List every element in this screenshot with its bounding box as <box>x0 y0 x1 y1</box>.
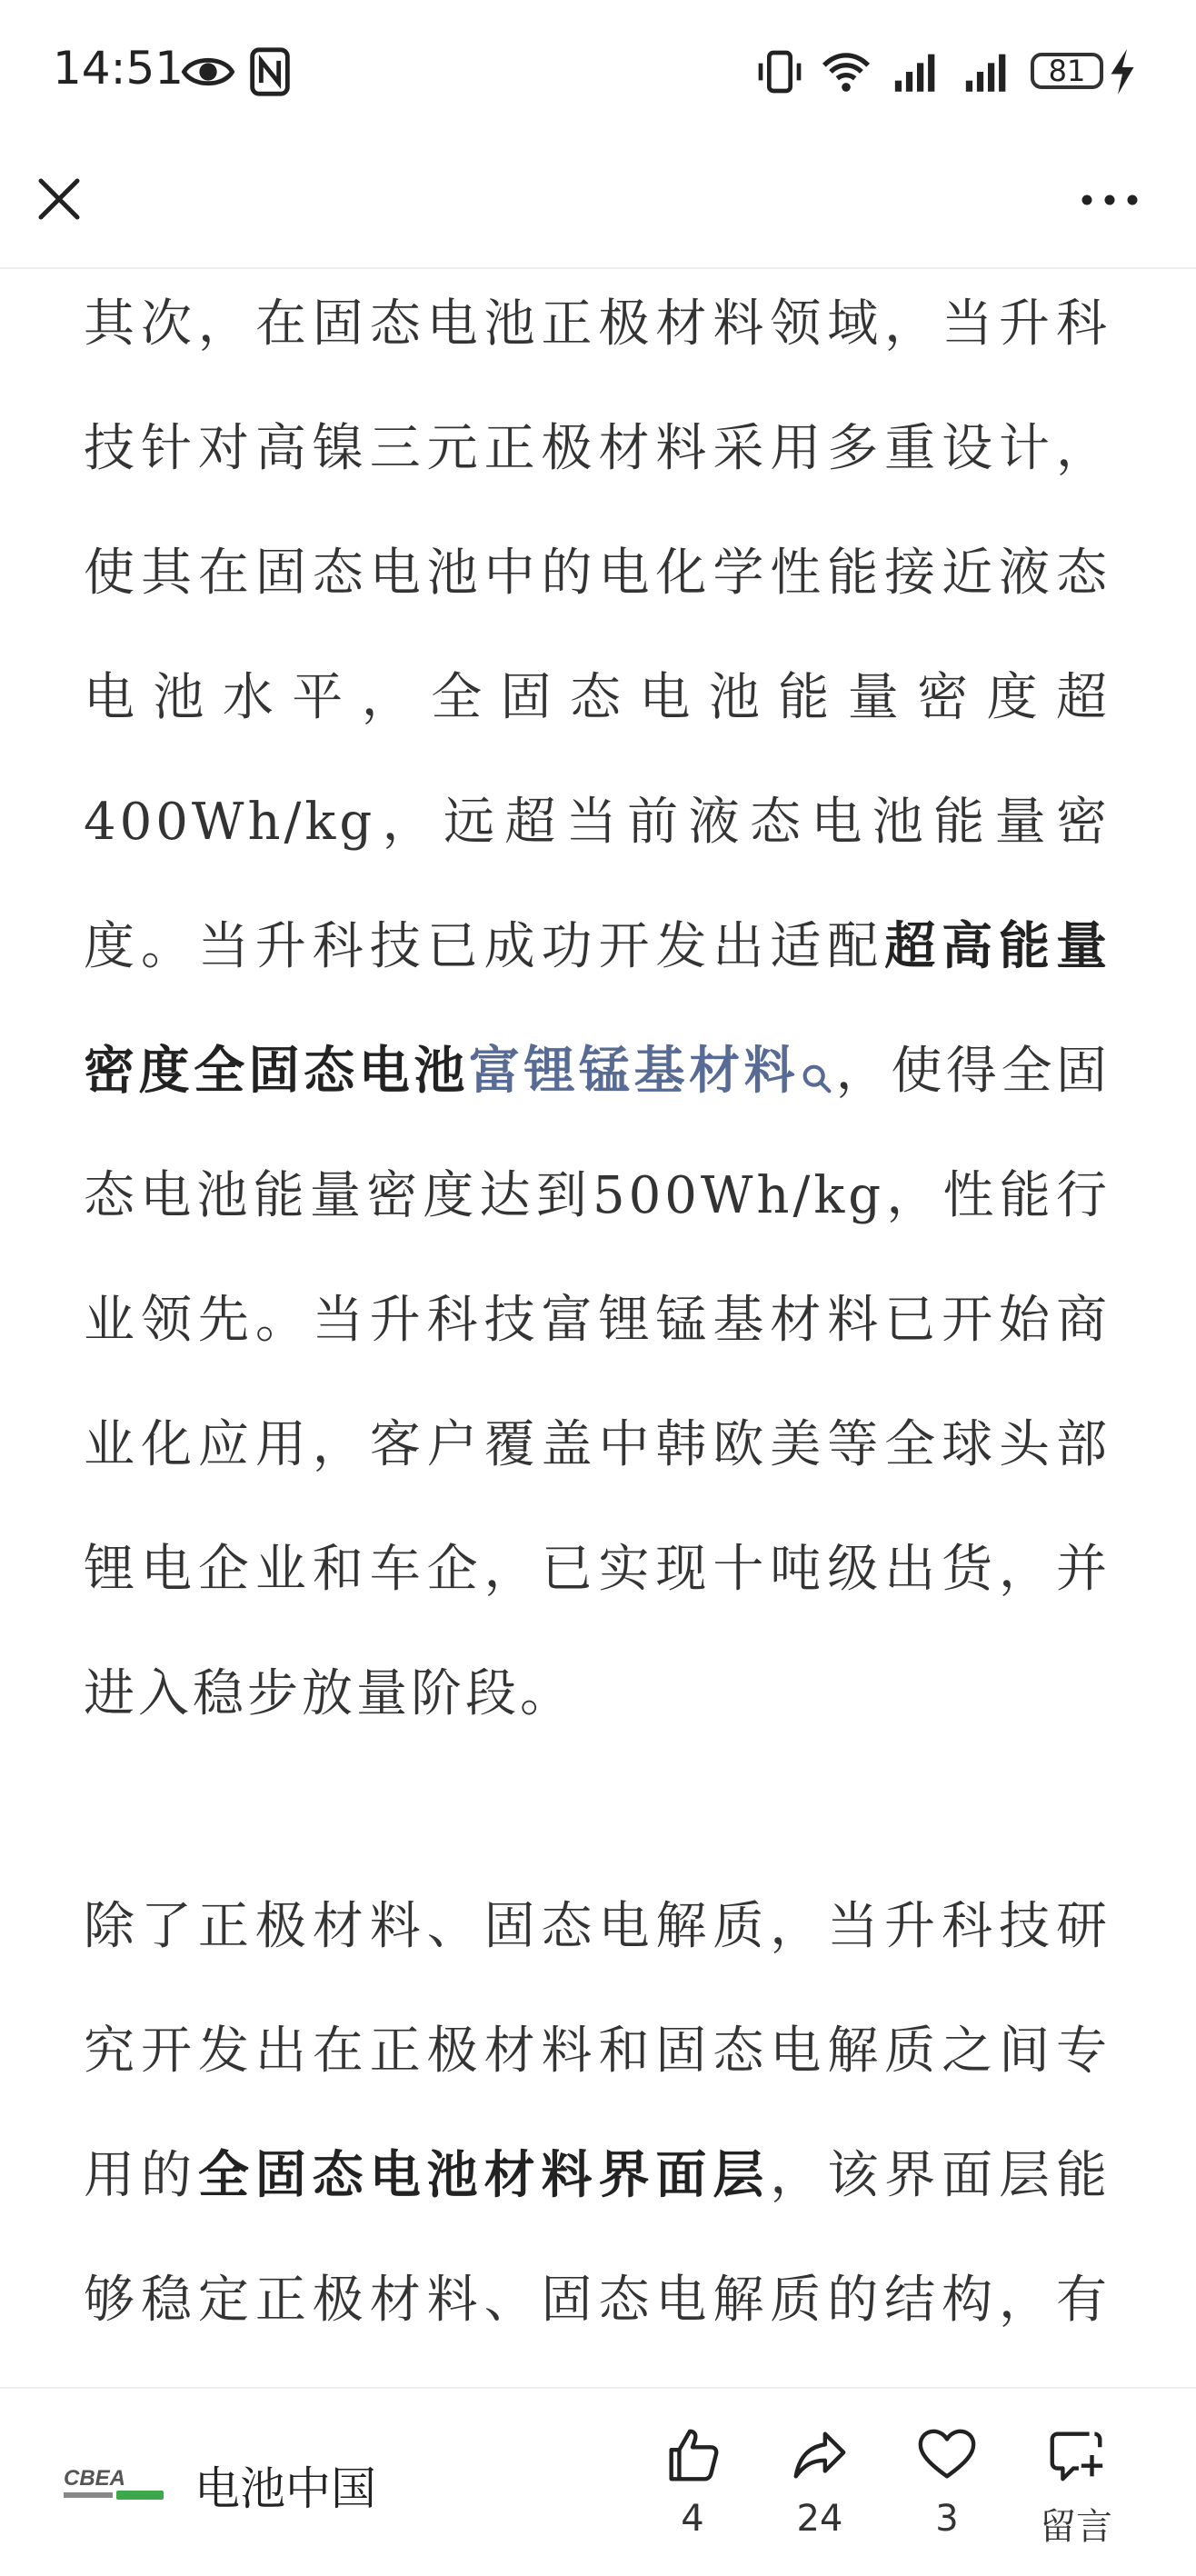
comment-label: 留言 <box>1040 2506 1112 2548</box>
like-button[interactable] <box>638 2423 747 2540</box>
search-icon[interactable] <box>799 1018 835 1054</box>
signal-icon <box>891 45 943 102</box>
heart-icon <box>915 2423 979 2487</box>
paragraph-text: 除了正极材料、固态电解质，当升科技研究开发出在正极材料和固态电解质之间专用的 <box>84 1897 1111 2205</box>
wifi-icon <box>818 45 874 102</box>
svg-text:CBEA: CBEA <box>64 2466 126 2491</box>
share-count: 24 <box>796 2498 843 2540</box>
keyword-link[interactable]: 富锂锰基材料 <box>468 1042 800 1101</box>
comment-button[interactable] <box>1022 2423 1131 2550</box>
paragraph-text: ，使得全固态电池能量密度达到500Wh/kg，性能行业领先。当升科技富锂锰基材料已开始商业化应用，客户覆盖中韩欧美等全球头部锂电企业和车企，已实现十吨级出货，并进入稳步放量阶段。 <box>84 1042 1111 1723</box>
bold-text: 全固态电池材料界面层 <box>197 2146 771 2205</box>
vibrate-icon <box>754 45 805 102</box>
paragraph-text: 其次，在固态电池正极材料领域，当升科技针对高镍三元正极材料采用多重设计，使其在固态电池中的电化学性能接近液态电池水平，全固态电池能量密度超400Wh/kg，远超当前液态电池能量密度。当升科技已成功开发出适配 <box>84 295 1111 976</box>
status-bar <box>0 0 1196 145</box>
close-button[interactable] <box>27 167 91 231</box>
bottom-action-bar <box>0 2387 1196 2576</box>
nav-bar <box>0 145 1196 269</box>
bold-text: 超高能量密度全固态电池 <box>84 917 1111 1101</box>
close-icon <box>27 167 91 231</box>
thumbs-up-icon <box>661 2423 724 2487</box>
status-time: 14:51 <box>53 42 184 95</box>
share-icon <box>788 2423 852 2487</box>
charging-icon <box>1109 49 1136 98</box>
more-icon <box>1078 173 1141 227</box>
battery-icon: 81 <box>1031 53 1103 89</box>
article-content <box>0 269 1196 2387</box>
like-count: 4 <box>681 2498 704 2540</box>
share-button[interactable] <box>765 2423 874 2540</box>
favorite-button[interactable] <box>892 2423 1002 2540</box>
nfc-icon <box>247 45 293 102</box>
brand-logo[interactable] <box>60 2461 167 2507</box>
signal-icon <box>962 45 1014 102</box>
eye-icon <box>182 45 234 102</box>
comment-add-icon <box>1044 2423 1108 2487</box>
article-paragraph <box>84 262 1111 1756</box>
more-button[interactable] <box>1078 173 1141 227</box>
account-name[interactable]: 电池中国 <box>194 2462 376 2515</box>
favorite-count: 3 <box>935 2498 959 2540</box>
paragraph-text: ，该界面层能够稳定正极材料、固态电解质的结构，有 <box>84 2146 1111 2330</box>
